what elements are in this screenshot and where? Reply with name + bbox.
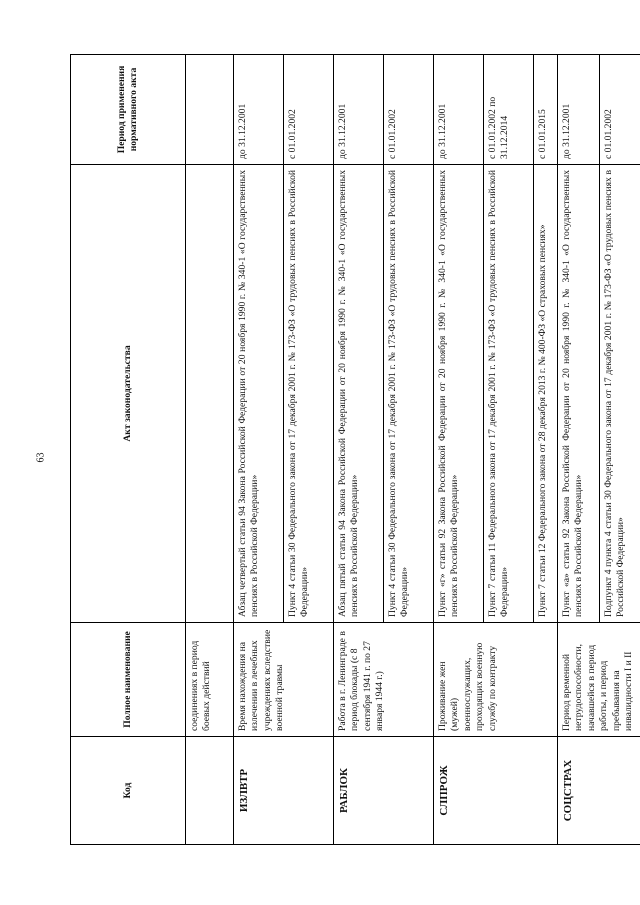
cell-code: ИЗЛВТР (234, 737, 334, 845)
cell-period: с 01.01.2002 (384, 55, 434, 165)
cell-period: до 31.12.2001 (434, 55, 484, 165)
cell-period: с 01.01.2002 (284, 55, 334, 165)
cell-act (186, 165, 234, 623)
cell-period: до 31.12.2001 (334, 55, 384, 165)
cell-period: с 01.01.2002 по 31.12.2014 (484, 55, 534, 165)
table-row (434, 55, 484, 845)
cell-name: Работа в г. Ленинграде в период блокады (с 8 сентября 1941 г. по 27 января 1944 г.) (334, 623, 434, 737)
page-number: 63 (35, 452, 47, 463)
cell-period: с 01.01.2015 (534, 55, 558, 165)
cell-name: Время нахождения на излечении в лечебных учреждениях вследствие военной травмы (234, 623, 334, 737)
cell-act: Абзац пятый статьи 94 Закона Российской Федерации от 20 ноября 1990 г. № 340-1 «О государственных пенсиях в Российской Федерации» (334, 165, 384, 623)
table-row-continuation (186, 55, 234, 845)
cell-act: Пункт 7 статьи 12 Федерального закона от 28 декабря 2013 г. № 400-ФЗ «О страховых пенсиях» (534, 165, 558, 623)
cell-period (186, 55, 234, 165)
cell-act: Пункт 7 статьи 11 Федерального закона от 17 декабря 2001 г. № 173-ФЗ «О трудовых пенсиях в Российской Федерации» (484, 165, 534, 623)
cell-act: Пункт «а» статьи 92 Закона Российской Федерации от 20 ноября 1990 г. № 340-1 «О государственных пенсиях в Российской Федерации» (558, 165, 600, 623)
legislation-table (70, 54, 640, 845)
cell-code: СОЦСТРАХ (558, 737, 640, 845)
cell-act: Пункт «г» статьи 92 Закона Российской Федерации от 20 ноября 1990 г. № 340-1 «О государственных пенсиях в Российской Федерации» (434, 165, 484, 623)
cell-act: Подпункт 4 пункта 4 статьи 30 Федерального закона от 17 декабря 2001 г. № 173-ФЗ «О трудовых пенсиях в Российской Федерации» (600, 165, 640, 623)
cell-name: Период временной нетрудоспособности, начавшейся в период работы, и период пребывания на инвалидности I и II (558, 623, 640, 737)
cell-name: Проживание жен (мужей) военнослужащих, проходящих военную службу по контракту (434, 623, 558, 737)
table-row (334, 55, 384, 845)
header-full-name: Полное наименование (71, 623, 186, 737)
header-act: Акт законодательства (71, 165, 186, 623)
cell-name: соединениях в период боевых действий (186, 623, 234, 737)
cell-code (186, 737, 234, 845)
table-header-row (71, 55, 186, 845)
table-row (558, 55, 600, 845)
cell-period: с 01.01.2002 (600, 55, 640, 165)
cell-period: до 31.12.2001 (234, 55, 284, 165)
cell-code: РАБЛОК (334, 737, 434, 845)
header-period: Период применения нормативного акта (71, 55, 186, 165)
cell-act: Пункт 4 статьи 30 Федерального закона от 17 декабря 2001 г. № 173-ФЗ «О трудовых пенсиях в Российской Федерации» (384, 165, 434, 623)
cell-period: до 31.12.2001 (558, 55, 600, 165)
header-code: Код (71, 737, 186, 845)
cell-code: СЛПРОЖ (434, 737, 558, 845)
cell-act: Абзац четвертый статьи 94 Закона Российской Федерации от 20 ноября 1990 г. № 340-1 «О государственных пенсиях в Российской Федерации» (234, 165, 284, 623)
cell-act: Пункт 4 статьи 30 Федерального закона от 17 декабря 2001 г. № 173-ФЗ «О трудовых пенсиях в Российской Федерации» (284, 165, 334, 623)
rotated-table-container (70, 55, 635, 845)
table-row (234, 55, 284, 845)
